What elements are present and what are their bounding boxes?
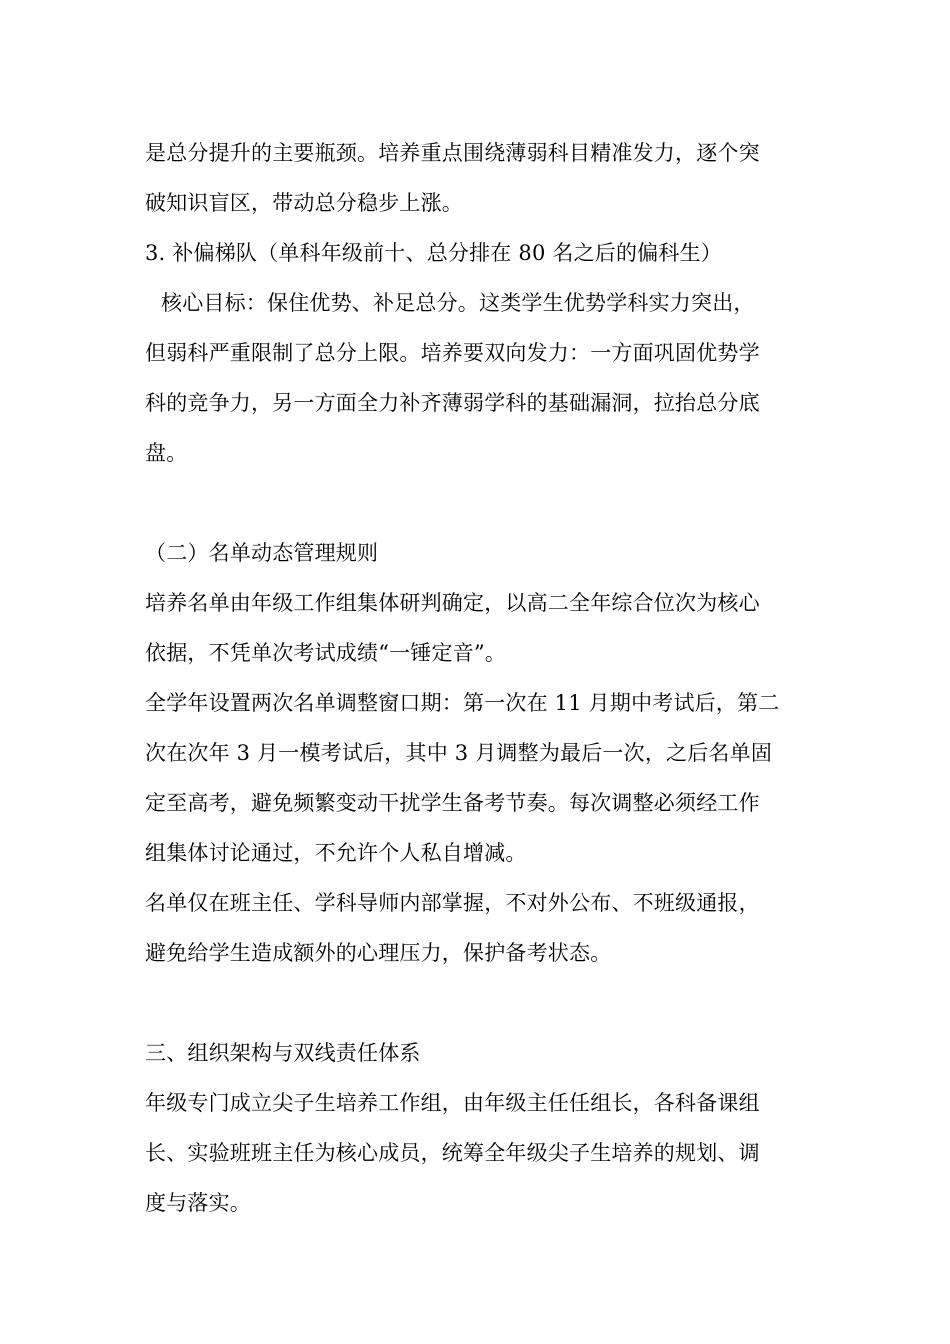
text-line: 次在次年 3 月一模考试后，其中 3 月调整为最后一次，之后名单固: [145, 741, 773, 765]
item-3-body: [145, 278, 810, 478]
text-line: 核心目标：保住优势、补足总分。这类学生优势学科实力突出，: [161, 291, 755, 315]
text-line: 全学年设置两次名单调整窗口期：第一次在 11 月期中考试后，第二: [145, 691, 780, 715]
section-2-paragraph-2: [145, 678, 810, 878]
text-line: 名单仅在班主任、学科导师内部掌握，不对外公布、不班级通报，: [145, 891, 760, 915]
text-line: 长、实验班班主任为核心成员，统筹全年级尖子生培养的规划、调: [145, 1141, 760, 1165]
document-body: [145, 128, 810, 1228]
paragraph-intro-tail: [145, 128, 810, 228]
text-line: 年级专门成立尖子生培养工作组，由年级主任任组长，各科备课组: [145, 1091, 760, 1115]
text-line: 组集体讨论通过，不允许个人私自增减。: [145, 841, 527, 865]
text-line: 是总分提升的主要瓶颈。培养重点围绕薄弱科目精准发力，逐个突: [145, 141, 760, 165]
paragraph-gap: [145, 478, 810, 528]
section-3-paragraph-1: [145, 1078, 810, 1228]
text-line: 度与落实。: [145, 1191, 251, 1215]
text-line: 科的竞争力，另一方面全力补齐薄弱学科的基础漏洞，拉抬总分底: [145, 391, 760, 415]
text-line: 避免给学生造成额外的心理压力，保护备考状态。: [145, 941, 612, 965]
section-3-heading: 三、组织架构与双线责任体系: [145, 1041, 421, 1065]
paragraph-gap: [145, 978, 810, 1028]
text-line: 但弱科严重限制了总分上限。培养要双向发力：一方面巩固优势学: [145, 341, 760, 365]
section-2-heading: （二）名单动态管理规则: [145, 541, 379, 565]
text-line: 破知识盲区，带动总分稳步上涨。: [145, 191, 463, 215]
section-2-paragraph-3: [145, 878, 810, 978]
text-line: 培养名单由年级工作组集体研判确定，以高二全年综合位次为核心: [145, 591, 760, 615]
text-line: 定至高考，避免频繁变动干扰学生备考节奏。每次调整必须经工作: [145, 791, 760, 815]
text-line: 盘。: [145, 441, 188, 465]
text-line: 依据，不凭单次考试成绩“一锤定音”。: [145, 641, 507, 665]
section-2-paragraph-1: [145, 578, 810, 678]
item-3-heading: 3. 补偏梯队（单科年级前十、总分排在 80 名之后的偏科生）: [145, 241, 722, 265]
